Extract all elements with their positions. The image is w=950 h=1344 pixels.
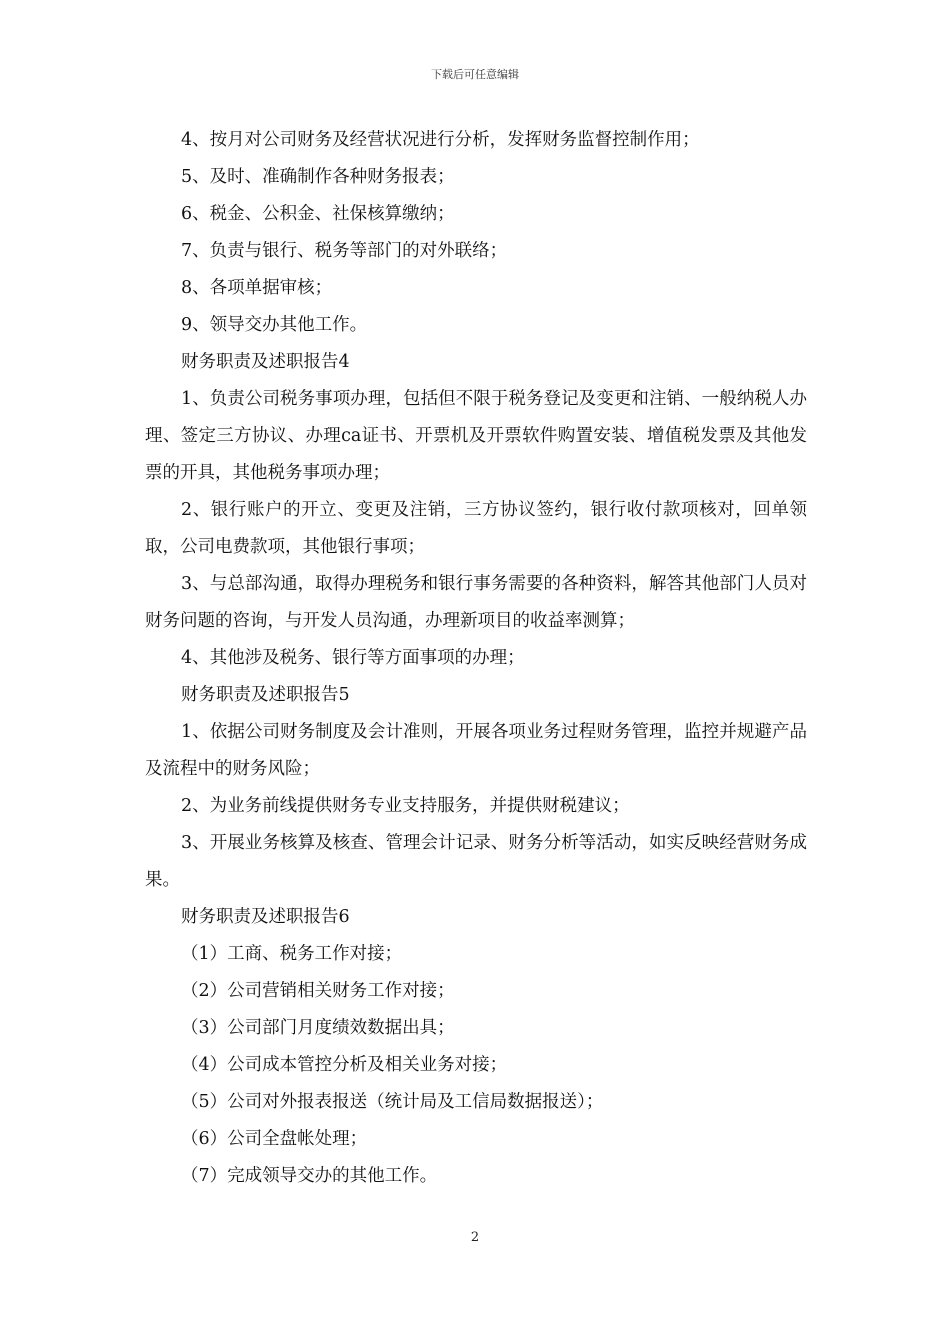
- section-heading: 财务职责及述职报告4: [181, 352, 350, 372]
- document-body: [145, 122, 807, 1195]
- paragraph: 5、及时、准确制作各种财务报表；: [181, 167, 455, 187]
- page-number: 2: [470, 1230, 480, 1245]
- paragraph: 4、其他涉及税务、银行等方面事项的办理；: [181, 648, 525, 668]
- section-heading: 财务职责及述职报告5: [181, 685, 350, 705]
- paragraph: 7、负责与银行、税务等部门的对外联络；: [181, 241, 508, 261]
- section-heading: 财务职责及述职报告6: [181, 907, 350, 927]
- list-item: （2）公司营销相关财务工作对接；: [181, 981, 455, 1001]
- paragraph: 2、银行账户的开立、变更及注销，三方协议签约，银行收付款项核对，回单领取，公司电费款项，其他银行事项；: [145, 500, 807, 557]
- paragraph: 4、按月对公司财务及经营状况进行分析，发挥财务监督控制作用；: [181, 130, 700, 150]
- paragraph: 3、与总部沟通，取得办理税务和银行事务需要的各种资料，解答其他部门人员对财务问题的咨询，与开发人员沟通，办理新项目的收益率测算；: [145, 574, 807, 631]
- page-header: 下载后可任意编辑: [431, 68, 519, 81]
- paragraph: 9、领导交办其他工作。: [181, 315, 368, 335]
- list-item: （1）工商、税务工作对接；: [181, 944, 403, 964]
- list-item: （5）公司对外报表报送（统计局及工信局数据报送）；: [181, 1092, 604, 1112]
- list-item: （7）完成领导交办的其他工作。: [181, 1166, 438, 1186]
- paragraph: 2、为业务前线提供财务专业支持服务，并提供财税建议；: [181, 796, 630, 816]
- paragraph: 3、开展业务核算及核查、管理会计记录、财务分析等活动，如实反映经营财务成果。: [145, 833, 807, 890]
- paragraph: 1、负责公司税务事项办理，包括但不限于税务登记及变更和注销、一般纳税人办理、签定三方协议、办理ca证书、开票机及开票软件购置安装、增值税发票及其他发票的开具，其他税务事项办理；: [145, 389, 807, 483]
- list-item: （4）公司成本管控分析及相关业务对接；: [181, 1055, 508, 1075]
- paragraph: 1、依据公司财务制度及会计准则，开展各项业务过程财务管理，监控并规避产品及流程中的财务风险；: [145, 722, 807, 779]
- list-item: （6）公司全盘帐处理；: [181, 1129, 368, 1149]
- list-item: （3）公司部门月度绩效数据出具；: [181, 1018, 455, 1038]
- paragraph: 6、税金、公积金、社保核算缴纳；: [181, 204, 455, 224]
- paragraph: 8、各项单据审核；: [181, 278, 333, 298]
